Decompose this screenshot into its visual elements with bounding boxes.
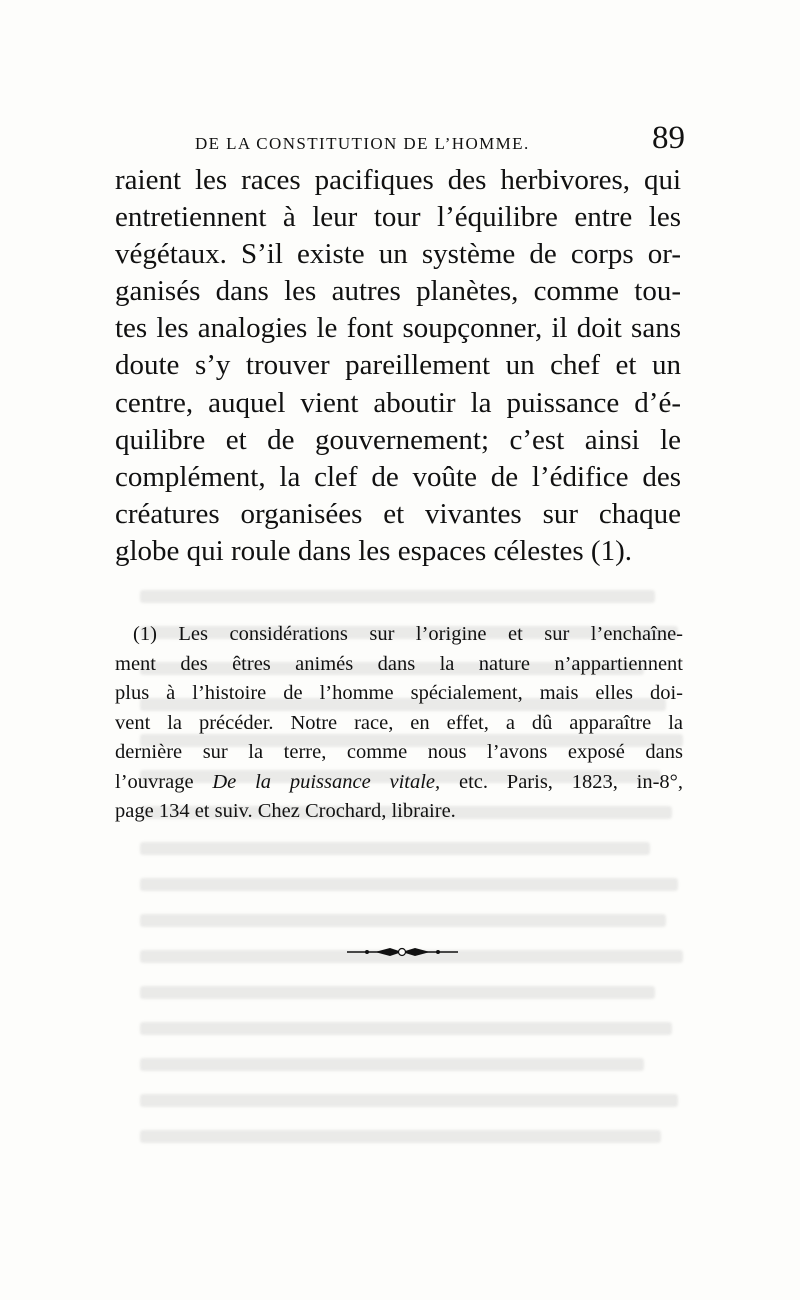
text-line: ganisés dans les autres planètes, comme tou- [115,275,681,308]
footnote-line [115,768,683,798]
text-line: doute s’y trouver pareillement un chef et un [115,349,681,382]
text-line: complément, la clef de voûte de l’édifice des [115,460,681,493]
running-head: DE LA CONSTITUTION DE L’HOMME. [195,134,530,153]
footnote-line: plus à l’histoire de l’homme spécialement, mais elles doi- [115,682,683,704]
page-header [195,118,690,162]
text-line: créatures organisées et vivantes sur chaque [115,497,681,530]
footnote-line: dernière sur la terre, comme nous l’avons exposé dans [115,741,683,763]
text-line: globe qui roule dans les espaces célestes (1). [115,534,632,567]
text-line: entretiennent à leur tour l’équilibre entre les [115,201,681,234]
footnote-line: vent la précéder. Notre race, en effet, a dû apparaître la [115,711,683,734]
footnote-line: ment des êtres animés dans la nature n’appartiennent [115,652,683,675]
page-number: 89 [652,120,685,156]
footnote-line-prefix: l’ouvrage [115,770,213,793]
footnote-line: page 134 et suiv. Chez Crochard, libraire. [115,800,456,822]
text-line: végétaux. S’il existe un système de corps or- [115,238,681,271]
text-line: centre, auquel vient aboutir la puissance d’é- [115,386,681,419]
text-line: tes les analogies le font soupçonner, il doit sans [115,312,681,345]
text-line: quilibre et de gouvernement; c’est ainsi le [115,423,681,456]
footnote-line: (1) Les considérations sur l’origine et sur l’enchaîne- [133,623,683,645]
cited-work-title: De la puissance vitale, [212,770,441,793]
footnote [115,620,683,827]
footnote-line-suffix: etc. Paris, 1823, in-8°, [440,770,684,793]
main-text [115,162,681,570]
decorative-rule-icon [345,942,460,962]
text-line: raient les races pacifiques des herbivores, qui [115,164,681,196]
